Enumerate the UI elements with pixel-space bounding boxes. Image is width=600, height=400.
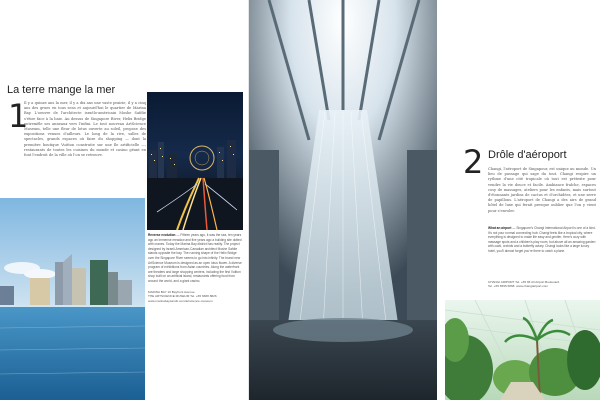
article1-caption <box>148 233 242 284</box>
article1-title: La terre mange la mer <box>7 84 116 96</box>
marina-bay-night-photo <box>147 92 243 230</box>
article2-body: Changi, l'aéroport de Singapour, est unique au monde. Un lieu de passage qui sage du tout. Changi respire un rythme d'une cité tropicale où tout est prétexte pour vendre la vie douce et facile. Ambiance fraîche, espaces cosy de massages, ateliers pour les enfants, mais surtout d'étonnants jardins de cactus et d'orchidées, et une serre de papillons. L'aéroport de Changi a des airs de grand hôtel de luxe qui ferait presque oublier que l'on y vient pour s'envoler. <box>488 167 596 213</box>
article2-address: CHANGI AIRPORT Tel. +65 65 All Airport Boulevard. Tel. +65 6595 6868. www.changiairport.com <box>488 280 560 289</box>
article1-number: 1 <box>8 97 29 135</box>
rain-vortex-photo <box>249 0 437 400</box>
article2-number: 2 <box>463 143 484 181</box>
article2-caption-head: What an airport <box>488 226 512 230</box>
article2-caption <box>488 226 596 254</box>
airport-garden-photo <box>445 300 600 400</box>
article2-caption-text: — Singapore's Changi International Airport is one of a kind. It's not your normal connecting hub: Changi feels like a tropical city, where everything is designed to make life easy and gentler. Here's cozy with massage spots and a children's play room, but above all an amazing garden with cacti, orchids and a butterfly aviary. Changi looks like a large luxury hotel, you'll almost forget you're there to catch a plane. <box>488 226 596 253</box>
article2-title: Drôle d'aéroport <box>488 149 567 161</box>
article1-address: MARINA BAY 10 Bayfront Avenue. THE ARTSCIENCE MUSEUM Tel. +65 6688 8826 www.marinabaysands.com/artscience-museum <box>148 290 217 303</box>
infinity-pool-photo <box>0 198 145 400</box>
article1-caption-head: Reverse evolution <box>148 233 176 237</box>
article1-body: Il y a quinze ans la mer, il y a dix ans une vaste prairie, il y a cinq ans des grues en tous sens et aujourd'hui le quartier de Marina Bay. L'oeuvre de l'architecte israélo-américain Moshe Safdie s'étire face à la baie. Au dessus de Singapore River, Helix Bridge entremêle ses anneaux vers l'infini. Le tout nouveau ArtScience Museum, telle une fleur de lotus ouverte au soleil, propose des expositions venues d'ailleurs. Le long de la rive, salles de spectacles, grands espaces où faire du shopping — dont la première boutique Vuitton construite sur une île artificielle —, restaurants de toutes les cuisines du monde et casino géant en font l'endroit de la ville où l'on se retrouve. <box>24 101 146 158</box>
article1-caption-text: — Fifteen years ago, it was the sea, ten years ago an immense meadow and five years ago a building site dotted with cranes. Today the Marina Bay district has reality. The project designed by Israeli-American-Canadian architect Moshe Safdie stands opposite the bay. The running shape of the Helix Bridge over the Singapore River seems to go into infinity. The brand new ArtScience Museum is designed as an open lotus flower. A diverse program of exhibitions from Asian countries. Along the waterfront are theaters and large shopping centers, including the first Vuitton shop built on an artificial island, restaurants offering food from around the world, and a giant casino. <box>148 233 242 283</box>
